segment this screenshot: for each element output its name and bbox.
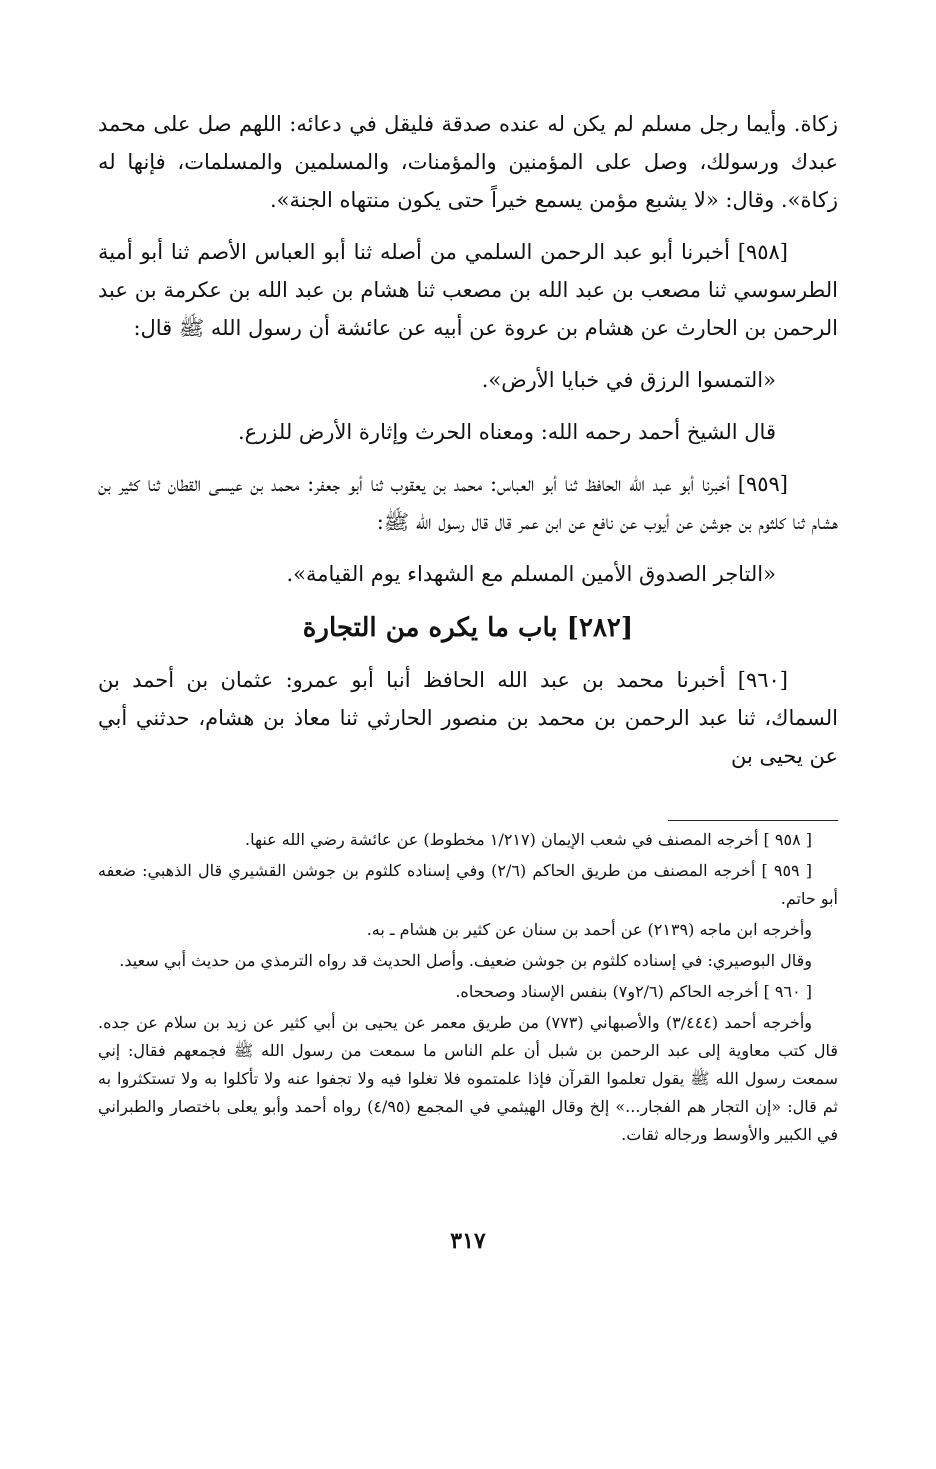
hadith-959: [٩٥٩] أخبرنا أبو عبد الله الحافظ ثنا أبو العباس: محمد بن يعقوب ثنا أبو جعفر: محمد بن عيسى القطان ثنا كثير بن هشام ثنا كلثوم بن جوشن عن أيوب عن نافع عن ابن عمر قال قال رسول الله ﷺ: <box>98 472 838 534</box>
paragraph-1: زكاة. وأيما رجل مسلم لم يكن له عنده صدقة فليقل في دعائه: اللهم صل على محمد عبدك ورسولك، وصل على المؤمنين والمؤمنات، والمسلمين والمسلمات، فإنها له زكاة». وقال: «لا يشبع مؤمن يسمع خيراً حتى يكون منتهاه الجنة». <box>98 112 838 212</box>
hadith-959-text: «التاجر الصدوق الأمين المسلم مع الشهداء يوم القيامة». <box>286 562 776 586</box>
hadith-958: [٩٥٨] أخبرنا أبو عبد الرحمن السلمي من أصله ثنا أبو العباس الأصم ثنا أبو أمية الطرسوسي ثنا مصعب بن عبد الله بن مصعب ثنا هشام بن عبد الله بن عكرمة بن عبد الرحمن بن الحارث عن هشام بن عروة عن أبيه عن عائشة أن رسول الله ﷺ قال: <box>98 240 838 340</box>
page-number: ٣١٧ <box>450 1228 486 1254</box>
footnote-959: [ ٩٥٩ ] أخرجه المصنف من طريق الحاكم (٢/٦) وفي إسناده كلثوم بن جوشن القشيري قال الذهبي: ضعفه أبو حاتم. <box>98 861 838 908</box>
chapter-heading: [٢٨٢] باب ما يكره من التجارة <box>302 613 634 643</box>
sheikh-comment: قال الشيخ أحمد رحمه الله: ومعناه الحرث وإثارة الأرض للزرع. <box>237 420 776 444</box>
footnote-960-ahmad: وأخرجه أحمد (٣/٤٤٤) والأصبهاني (٧٧٣) من طريق معمر عن يحيى بن أبي كثير عن زيد بن سلام عن جده. قال كتب معاوية إلى عبد الرحمن بن شبل أن علم الناس ما سمعت من رسول الله ﷺ فجمعهم فقال: إني سمعت رسول الله ﷺ يقول تعلموا القرآن فإذا علمتموه فلا تغلوا فيه ولا تجفوا عنه ولا تأكلوا به ولا تستكثروا به ثم قال: «إن التجار هم الفجار...» إلخ وقال الهيثمي في المجمع (٤/٩٥) رواه أحمد وأبو يعلى باختصار والطبراني في الكبير والأوسط ورجاله ثقات. <box>98 1013 838 1144</box>
footnote-959-ibn-majah: وأخرجه ابن ماجه (٢١٣٩) عن أحمد بن سنان عن كثير بن هشام ـ به. <box>366 920 812 939</box>
hadith-958-text: «التمسوا الرزق في خبايا الأرض». <box>481 368 776 392</box>
main-text <box>98 105 838 789</box>
footnote-958: [ ٩٥٨ ] أخرجه المصنف في شعب الإيمان (١/٢١٧ مخطوط) عن عائشة رضي الله عنها. <box>244 830 812 849</box>
hadith-960: [٩٦٠] أخبرنا محمد بن عبد الله الحافظ أنبا أبو عمرو: عثمان بن أحمد بن السماك، ثنا عبد الرحمن بن محمد بن منصور الحارثي ثنا معاذ بن هشام، حدثني أبي عن يحيى بن <box>98 668 838 768</box>
footnote-divider <box>668 820 838 821</box>
footnote-959-busiri: وقال البوصيري: في إسناده كلثوم بن جوشن ضعيف. وأصل الحديث قد رواه الترمذي من حديث أبي سعيد. <box>119 951 812 970</box>
footnotes <box>98 826 838 1152</box>
footnote-960: [ ٩٦٠ ] أخرجه الحاكم (٢/٦و٧) بنفس الإسناد وصححاه. <box>455 982 812 1001</box>
